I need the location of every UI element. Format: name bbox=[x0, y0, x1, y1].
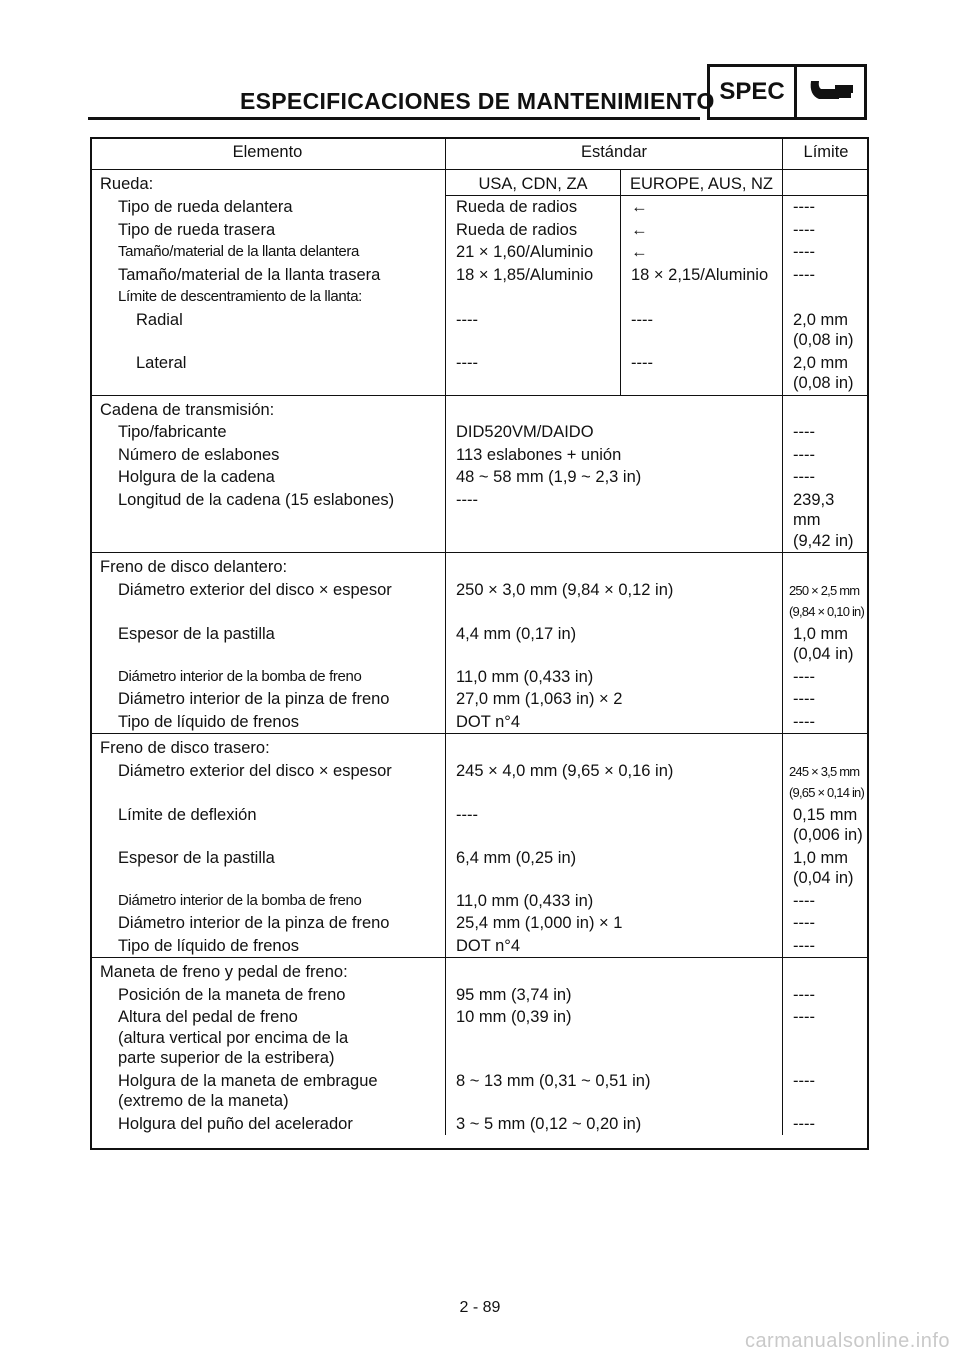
section-title-row bbox=[90, 734, 869, 760]
table-row: Posición de la maneta de freno 95 mm (3,74 in) ---- bbox=[90, 984, 869, 1007]
spec-badge-label: SPEC bbox=[710, 67, 797, 117]
page-title: ESPECIFICACIONES DE MANTENIMIENTO bbox=[240, 88, 715, 114]
table-row: Longitud de la cadena (15 eslabones) ---- 239,3 mm (9,42 in) bbox=[90, 489, 869, 553]
table-row: Holgura de la maneta de embrague (extremo de la maneta) 8 ~ 13 mm (0,31 ~ 0,51 in) ---- bbox=[90, 1070, 869, 1113]
table-row: Diámetro interior de la pinza de freno 27,0 mm (1,063 in) × 2 ---- bbox=[90, 688, 869, 711]
wrench-icon bbox=[797, 67, 864, 117]
region-europe: EUROPE, AUS, NZ bbox=[621, 169, 783, 196]
table-row: Altura del pedal de freno (altura vertical por encima de la parte superior de la estribera) 10 mm (0,39 in) ---- bbox=[90, 1006, 869, 1070]
watermark: carmanualsonline.info bbox=[744, 1330, 950, 1352]
section-title-row bbox=[90, 553, 869, 579]
table-row: Tipo de rueda trasera Rueda de radios ← ---- bbox=[90, 219, 869, 242]
table-row: Espesor de la pastilla 6,4 mm (0,25 in) 1,0 mm (0,04 in) bbox=[90, 847, 869, 890]
table-row: Holgura de la cadena 48 ~ 58 mm (1,9 ~ 2,3 in) ---- bbox=[90, 466, 869, 489]
table-header-row bbox=[90, 137, 869, 169]
table-row: Diámetro interior de la bomba de freno 11,0 mm (0,433 in) ---- bbox=[90, 890, 869, 913]
section-title-wheel: Rueda: bbox=[90, 169, 446, 196]
table-row: Tipo de líquido de frenos DOT n°4 ---- bbox=[90, 935, 869, 958]
table-row: Radial ---- ---- 2,0 mm (0,08 in) bbox=[90, 309, 869, 352]
column-header-standard: Estándar bbox=[446, 137, 783, 169]
table-row: Tipo de líquido de frenos DOT n°4 ---- bbox=[90, 711, 869, 734]
section-title-row bbox=[90, 395, 869, 421]
table-row: Número de eslabones 113 eslabones + unión ---- bbox=[90, 444, 869, 467]
section-title-row bbox=[90, 958, 869, 984]
page-number: 2 - 89 bbox=[459, 1299, 501, 1316]
table-row: Diámetro exterior del disco × espesor 245 × 4,0 mm (9,65 × 0,16 in) 245 × 3,5 mm (9,65 × 0,14 in) bbox=[90, 760, 869, 804]
section-title-rear-brake: Freno de disco trasero: bbox=[90, 734, 446, 760]
table-row: Límite de descentramiento de la llanta: bbox=[90, 286, 869, 309]
column-header-element: Elemento bbox=[90, 137, 446, 169]
table-row: Espesor de la pastilla 4,4 mm (0,17 in) 1,0 mm (0,04 in) bbox=[90, 623, 869, 666]
title-underline bbox=[88, 117, 700, 120]
section-title-chain: Cadena de transmisión: bbox=[90, 395, 446, 421]
table-row: Holgura del puño del acelerador 3 ~ 5 mm (0,12 ~ 0,20 in) ---- bbox=[90, 1113, 869, 1136]
table-row: Tamaño/material de la llanta delantera 21 × 1,60/Aluminio ← ---- bbox=[90, 241, 869, 264]
section-title-row bbox=[90, 169, 869, 196]
table-row: Lateral ---- ---- 2,0 mm (0,08 in) bbox=[90, 352, 869, 396]
table-row: Diámetro interior de la bomba de freno 11,0 mm (0,433 in) ---- bbox=[90, 666, 869, 689]
table-row: Diámetro interior de la pinza de freno 25,4 mm (1,000 in) × 1 ---- bbox=[90, 912, 869, 935]
region-usa: USA, CDN, ZA bbox=[446, 169, 621, 196]
table-row: Tipo de rueda delantera Rueda de radios ← ---- bbox=[90, 196, 869, 219]
table-row: Límite de deflexión ---- 0,15 mm (0,006 in) bbox=[90, 804, 869, 847]
section-title-lever: Maneta de freno y pedal de freno: bbox=[90, 958, 446, 984]
table-row: Tipo/fabricante DID520VM/DAIDO ---- bbox=[90, 421, 869, 444]
maintenance-spec-table bbox=[90, 137, 869, 1135]
section-title-front-brake: Freno de disco delantero: bbox=[90, 553, 446, 579]
column-header-limit: Límite bbox=[783, 137, 870, 169]
table-row: Diámetro exterior del disco × espesor 250 × 3,0 mm (9,84 × 0,12 in) 250 × 2,5 mm (9,84 × 0,10 in) bbox=[90, 579, 869, 623]
spec-badge bbox=[707, 64, 867, 120]
table-row: Tamaño/material de la llanta trasera 18 × 1,85/Aluminio 18 × 2,15/Aluminio ---- bbox=[90, 264, 869, 287]
